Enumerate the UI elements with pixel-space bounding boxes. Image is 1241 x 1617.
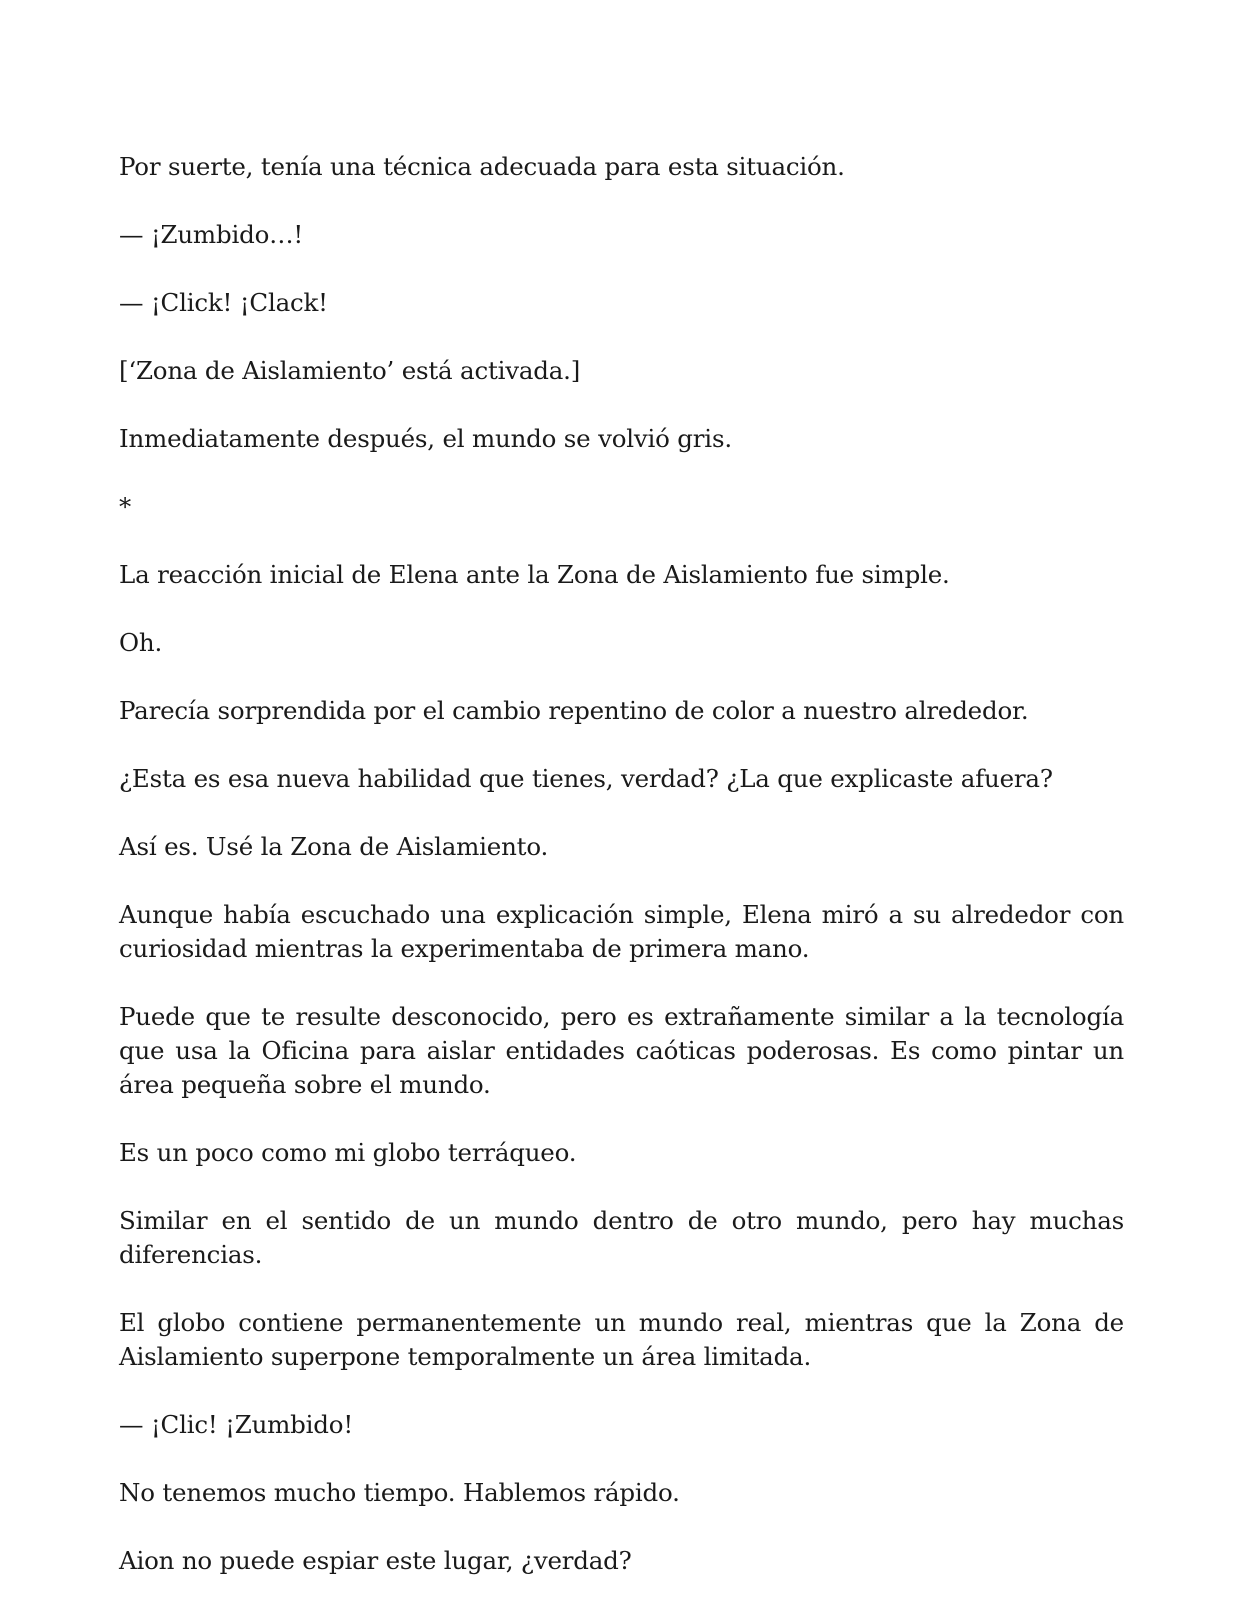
- dialogue-sound-effect: — ¡Clic! ¡Zumbido!: [119, 1410, 353, 1439]
- paragraph: Puede que te resulte desconocido, pero es extrañamente similar a la tecnología que usa la Oficina para aislar entidades caóticas poderosas. Es como pintar un área pequeña sobre el mundo.: [119, 1002, 1124, 1099]
- system-message: [‘Zona de Aislamiento’ está activada.]: [119, 356, 581, 385]
- dialogue-sound-effect: — ¡Zumbido…!: [119, 220, 304, 249]
- paragraph: Por suerte, tenía una técnica adecuada para esta situación.: [119, 152, 845, 181]
- paragraph: Es un poco como mi globo terráqueo.: [119, 1138, 577, 1167]
- dialogue-sound-effect: — ¡Click! ¡Clack!: [119, 288, 328, 317]
- paragraph: No tenemos mucho tiempo. Hablemos rápido.: [119, 1478, 680, 1507]
- paragraph: Aion no puede espiar este lugar, ¿verdad?: [119, 1546, 632, 1575]
- paragraph: ¿Esta es esa nueva habilidad que tienes, verdad? ¿La que explicaste afuera?: [119, 764, 1053, 793]
- paragraph: Parecía sorprendida por el cambio repentino de color a nuestro alrededor.: [119, 696, 1029, 725]
- paragraph: Aunque había escuchado una explicación simple, Elena miró a su alrededor con curiosidad mientras la experimentaba de primera mano.: [119, 900, 1124, 963]
- paragraph: Inmediatamente después, el mundo se volvió gris.: [119, 424, 732, 453]
- paragraph: Así es. Usé la Zona de Aislamiento.: [119, 832, 549, 861]
- paragraph: Oh.: [119, 628, 163, 657]
- scene-break: *: [119, 492, 132, 521]
- paragraph: La reacción inicial de Elena ante la Zona de Aislamiento fue simple.: [119, 560, 950, 589]
- text-body: [119, 150, 1124, 1578]
- paragraph: El globo contiene permanentemente un mundo real, mientras que la Zona de Aislamiento superpone temporalmente un área limitada.: [119, 1308, 1124, 1371]
- paragraph: Similar en el sentido de un mundo dentro de otro mundo, pero hay muchas diferencias.: [119, 1206, 1124, 1269]
